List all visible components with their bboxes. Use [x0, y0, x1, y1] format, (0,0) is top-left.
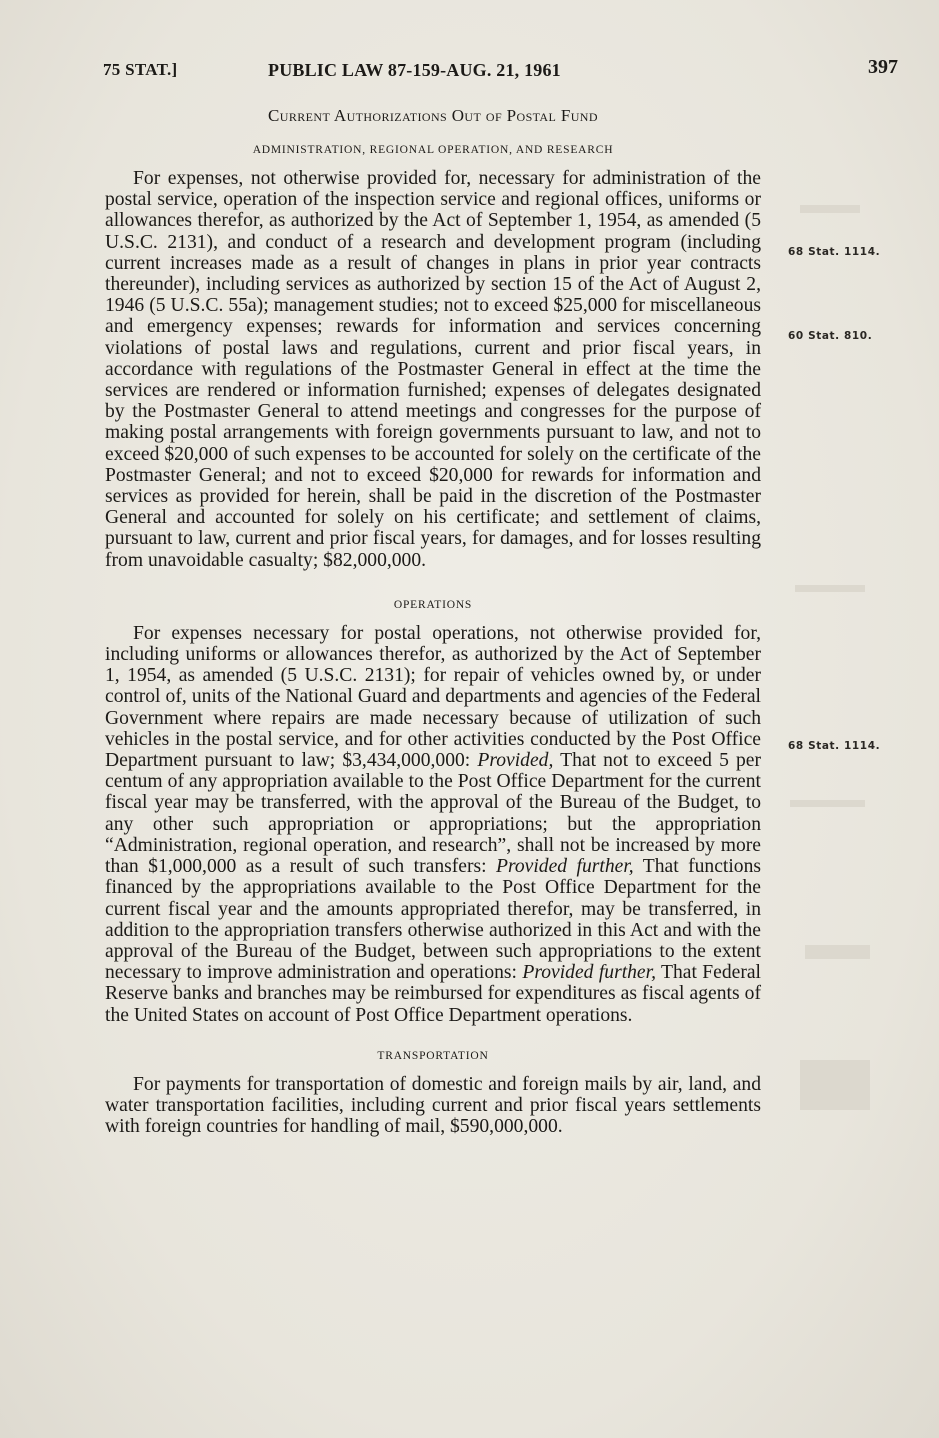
operations-text-4: That Federal Reserve banks and branches may be reimbursed for expenditures as fiscal agents of the United States on account of Post Office Department operations.	[105, 962, 761, 1026]
margin-citation-3: 68 Stat. 1114.	[788, 740, 881, 752]
operations-heading: OPERATIONS	[393, 598, 473, 611]
margin-citation-1: 68 Stat. 1114.	[788, 246, 881, 258]
proviso-3: Provided further,	[522, 962, 656, 984]
admin-paragraph: For expenses, not otherwise provided for, necessary for administration of the postal service, operation of the inspection service and regional offices, uniforms or allowances therefor, as authorized by the Act of September 1, 1954, as amended (5 U.S.C. 2131), and conduct of a research and development program (including current increases made as a result of changes in plans in prior year contracts thereunder), including services as authorized by section 15 of the Act of August 2, 1946 (5 U.S.C. 55a); management studies; not to exceed $25,000 for miscellaneous and emergency expenses; rewards for information and services concerning violations of postal laws and regulations, current and prior fiscal years, in accordance with regulations of the Postmaster General in effect at the time the services are rendered or information furnished; expenses of delegates designated by the Postmaster General to attend meetings and congresses for the purpose of making postal arrangements with foreign governments pursuant to law, and not to exceed $20,000 of such expenses to be accounted for solely on the certificate of the Postmaster General; and not to exceed $20,000 for rewards for information and services as provided for herein, shall be paid in the discretion of the Postmaster General and accounted for solely on his certificate; and settlement of claims, pursuant to law, current and prior fiscal years, for damages, and for losses resulting from unavoidable casualty; $82,000,000.	[105, 168, 761, 571]
bleed-through-mark	[800, 205, 860, 213]
bleed-through-mark	[805, 945, 870, 959]
transportation-heading: TRANSPORTATION	[377, 1049, 489, 1062]
bleed-through-mark	[790, 800, 865, 807]
page-header	[0, 52, 939, 92]
volume-reference: 75 STAT.]	[103, 60, 178, 79]
proviso-1: Provided,	[477, 750, 554, 772]
operations-text-2: That not to exceed 5 per centum of any appropriation available to the Post Office Department for the current fiscal year may be transferred, with the approval of the Bureau of the Budget, to any other such appropriation or appropriations; but the appropriation “Administration, regional operation, and research”, shall not be increased by more than $1,000,000 as a result of such transfers:	[105, 750, 761, 878]
bleed-through-mark	[800, 1060, 870, 1110]
operations-paragraph	[105, 623, 761, 1026]
bleed-through-mark	[795, 585, 865, 592]
proviso-2: Provided further,	[496, 856, 634, 878]
main-text-column	[105, 100, 761, 1137]
operations-text-3: That functions financed by the appropriations available to the Post Office Department for the current fiscal year and the amounts appropriated therefor, may be transferred, in addition to the appropriation transfers otherwise authorized in this Act and with the approval of the Bureau of the Budget, between such appropriations to the extent necessary to improve administration and operations:	[105, 856, 762, 984]
transportation-paragraph: For payments for transportation of domestic and foreign mails by air, land, and water transportation facilities, including current and prior fiscal years settlements with foreign countries for handling of mail, $590,000,000.	[105, 1073, 761, 1138]
page-number: 397	[868, 56, 898, 78]
operations-text-1: For expenses necessary for postal operations, not otherwise provided for, including uniforms or allowances therefor, as authorized by the Act of September 1, 1954, as amended (5 U.S.C. 2131); for repair of vehicles owned by, or under control of, units of the National Guard and departments and agencies of the Federal Government where repairs are made necessary because of utilization of such vehicles in the postal service, and for other activities conducted by the Post Office Department pursuant to law; $3,434,000,000:	[105, 622, 761, 772]
section-title: Current Authorizations Out of Postal Fund	[268, 106, 598, 125]
admin-heading: ADMINISTRATION, REGIONAL OPERATION, AND RESEARCH	[252, 144, 614, 156]
law-title: PUBLIC LAW 87-159-AUG. 21, 1961	[268, 60, 561, 80]
margin-citation-2: 60 Stat. 810.	[788, 330, 873, 342]
